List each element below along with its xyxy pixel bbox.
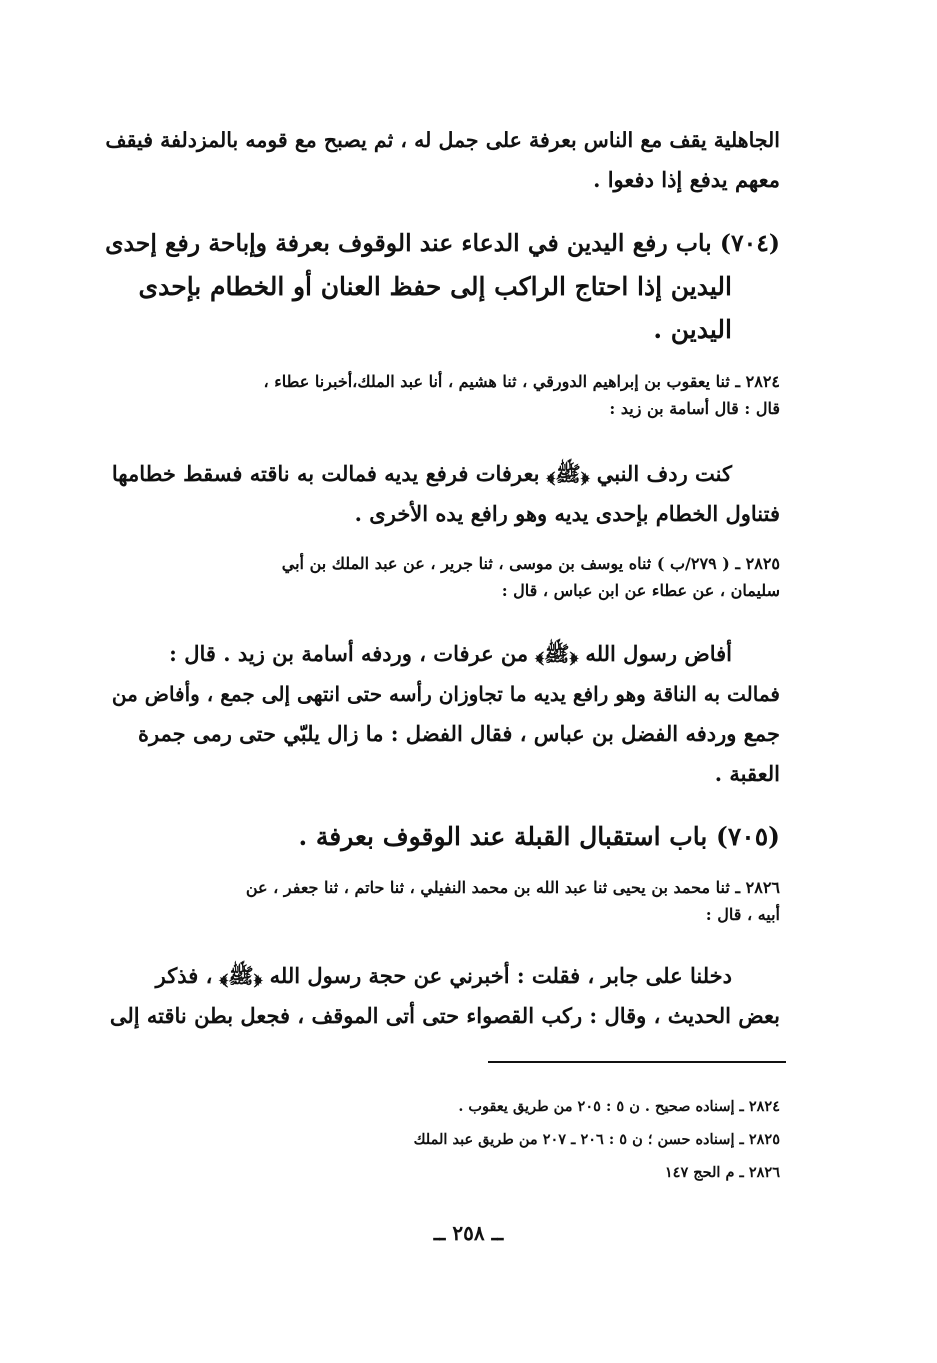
- footnote-divider: [488, 1061, 786, 1063]
- isnad-line: سليمان ، عن عطاء عن ابن عباس ، قال :: [501, 581, 780, 600]
- footnote-line: ٢٨٢٤ ـ إسناده صحيح . ن ٥ : ٢٠٥ من طريق يعقوب .: [458, 1098, 780, 1115]
- matn-line: فتناول الخطام بإحدى يديه وهو رافع يده الأخرى .: [354, 501, 780, 526]
- hadith-2826-isnad: [100, 874, 780, 928]
- matn-line: أفاض رسول الله ﴿ﷺ﴾ من عرفات ، وردفه أسامة بن زيد . قال :: [169, 641, 732, 666]
- matn-line: دخلنا على جابر ، فقلت : أخبرني عن حجة رسول الله ﴿ﷺ﴾ ، فذكر: [155, 963, 732, 988]
- matn-line: جمع وردفه الفضل بن عباس ، فقال الفضل : ما زال يلبّي حتى رمى جمرة: [137, 721, 780, 746]
- hadith-2825-matn: [100, 634, 780, 794]
- matn-line: فمالت به الناقة وهو رافع يديه ما تجاوزان رأسه حتى انتهى إلى جمع ، وأفاض من: [111, 682, 780, 706]
- isnad-line: ٢٨٢٥ ـ ( ٢٧٩/ب ) ثناه يوسف بن موسى ، ثنا جرير ، عن عبد الملك بن أبي: [281, 554, 780, 573]
- hadith-2825-isnad: [100, 550, 780, 604]
- heading-line: اليدين .: [653, 315, 732, 344]
- heading-line: (٧٠٤) باب رفع اليدين في الدعاء عند الوقوف بعرفة وإباحة رفع إحدى: [105, 229, 780, 257]
- matn-line: بعض الحديث ، وقال : ركب القصواء حتى أتى الموقف ، فجعل بطن ناقته إلى: [109, 1003, 780, 1028]
- isnad-line: ٢٨٢٦ ـ ثنا محمد بن يحيى ثنا عبد الله بن محمد النفيلي ، ثنا حاتم ، ثنا جعفر ، عن: [245, 878, 780, 897]
- chapter-704-heading: [100, 222, 780, 351]
- isnad-line: ٢٨٢٤ ـ ثنا يعقوب بن إبراهيم الدورقي ، ثنا هشيم ، أنا عبد الملك،أخبرنا عطاء ،: [263, 372, 780, 391]
- isnad-line: أبيه ، قال :: [705, 905, 780, 924]
- heading-line: (٧٠٥) باب استقبال القبلة عند الوقوف بعرفة .: [298, 822, 780, 851]
- matn-line: العقبة .: [714, 761, 780, 786]
- footnotes: [300, 1090, 780, 1189]
- hadith-2826-matn: [100, 956, 780, 1036]
- opening-paragraph: [100, 120, 780, 200]
- text-line: معهم يدفع إذا دفعوا .: [593, 167, 780, 192]
- hadith-2824-matn: [100, 454, 780, 534]
- page-number: ــ ٢٥٨ ــ: [433, 1221, 504, 1245]
- footnote-line: ٢٨٢٥ ـ إسناده حسن ؛ ن ٥ : ٢٠٦ ـ ٢٠٧ من طريق عبد الملك: [413, 1131, 780, 1148]
- footnote-line: ٢٨٢٦ ـ م الحج ١٤٧: [664, 1164, 780, 1181]
- isnad-line: قال : قال أسامة بن زيد :: [609, 399, 780, 418]
- heading-line: اليدين إذا احتاج الراكب إلى حفظ العنان أو الخطام بإحدى: [138, 272, 732, 301]
- hadith-2824-isnad: [100, 368, 780, 422]
- text-line: الجاهلية يقف مع الناس بعرفة على جمل له ، ثم يصبح مع قومه بالمزدلفة فيقف: [105, 128, 780, 152]
- matn-line: كنت ردف النبي ﴿ﷺ﴾ بعرفات فرفع يديه فمالت به ناقته فسقط خطامها: [111, 461, 732, 486]
- chapter-705-heading: [100, 815, 780, 858]
